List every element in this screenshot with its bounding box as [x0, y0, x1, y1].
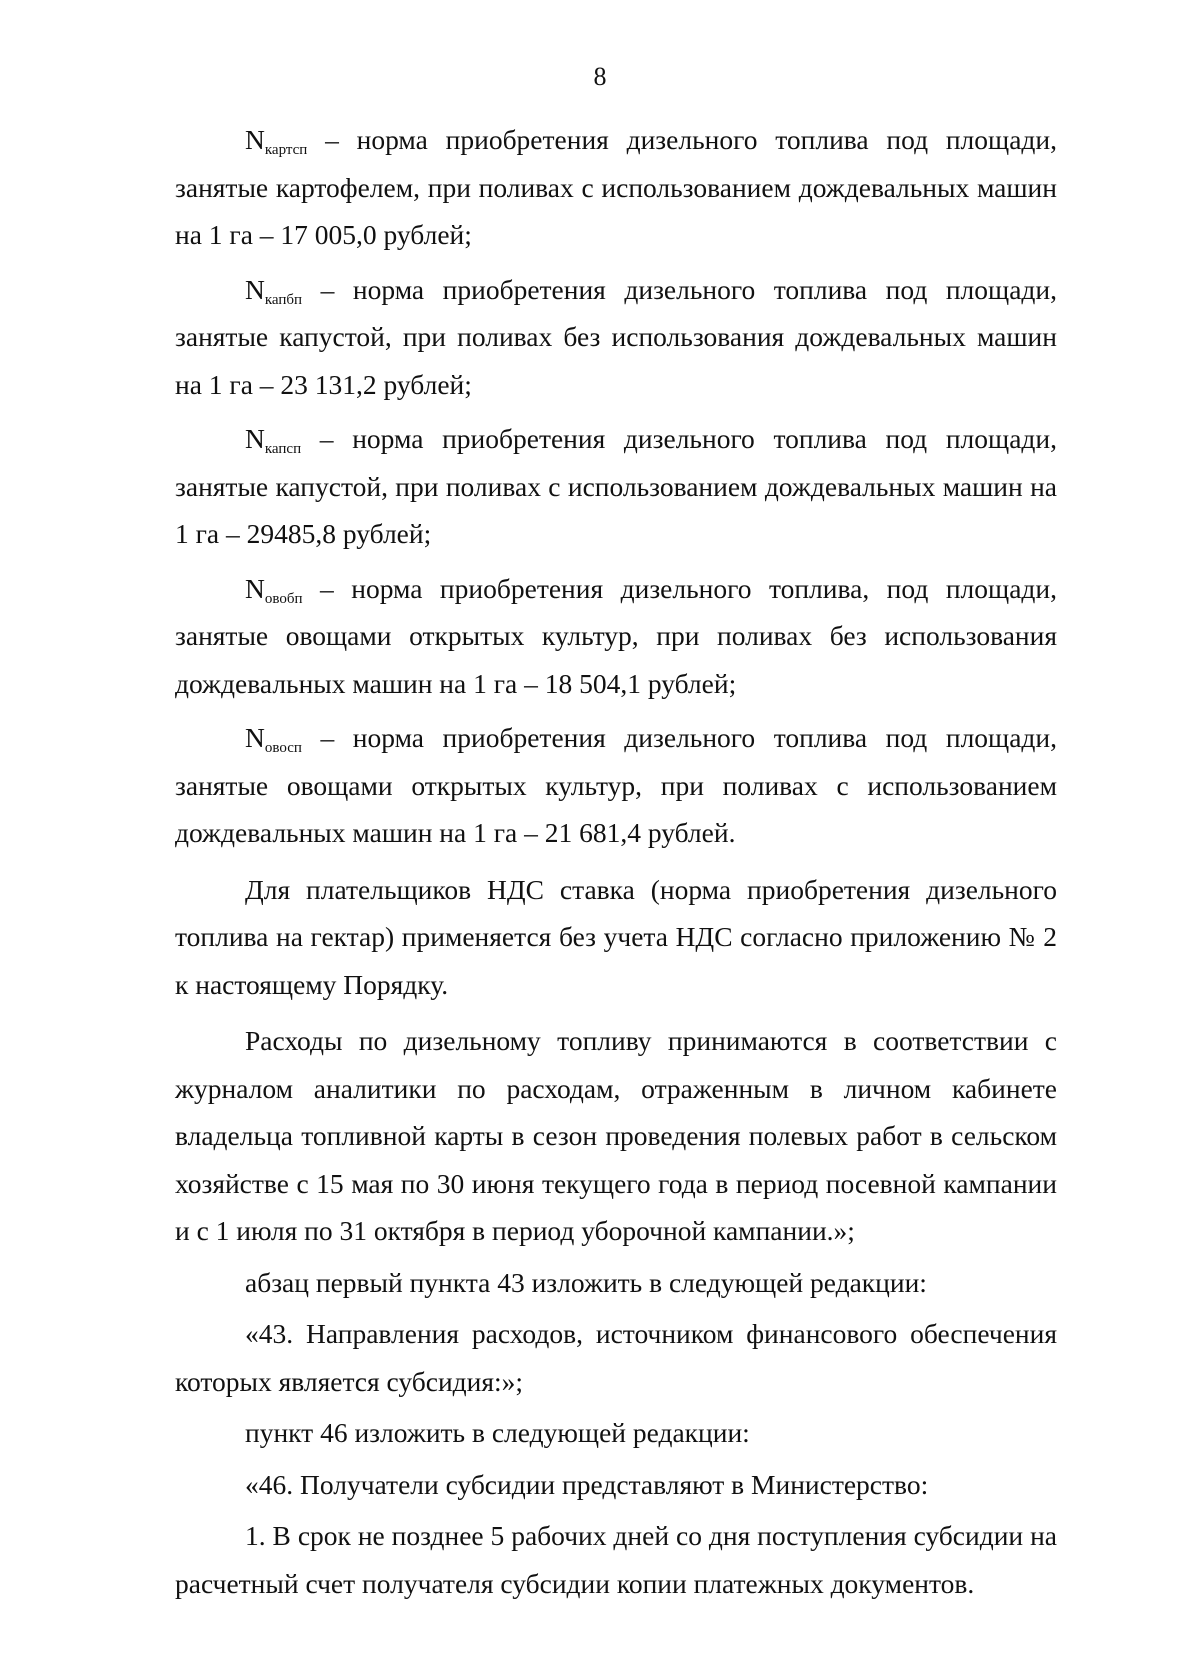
definition-kapsp — [175, 415, 1057, 558]
definition-text: – норма приобретения дизельного топлива под площади, занятые капустой, при поливах без использования дождевальных машин на 1 га – 23 131,2 рублей; — [175, 273, 1057, 400]
norm-symbol: $N_{капбп}$ — [245, 273, 303, 308]
item-46-paragraph: «46. Получатели субсидии представляют в Министерство: — [245, 1468, 929, 1500]
norm-subscript: овосп — [264, 740, 302, 756]
item-43-paragraph: «43. Направления расходов, источником финансового обеспечения которых является субсидия:»; — [175, 1318, 1057, 1397]
vat-note-paragraph: Для плательщиков НДС ставка (норма приобретения дизельного топлива на гектар) применяется без учета НДС согласно приложению № 2 к настоящему Порядку. — [175, 873, 1057, 1000]
norm-subscript: овобп — [264, 590, 303, 607]
item-46-1-paragraph: 1. В срок не позднее 5 рабочих дней со дня поступления субсидии на расчетный счет получателя субсидии копии платежных документов. — [175, 1520, 1057, 1599]
page-number: 8 — [593, 62, 607, 91]
amend-43-intro: абзац первый пункта 43 изложить в следующей редакции: — [245, 1266, 927, 1298]
norm-symbol: $N_{капсп}$ — [245, 423, 302, 457]
definition-text: – норма приобретения дизельного топлива, под площади, занятые овощами открытых культур, при поливах без использования дождевальных машин на 1 га – 18 504,1 рублей; — [175, 572, 1057, 699]
definition-kapbp — [175, 266, 1057, 409]
norm-symbol: $N_{картсп}$ — [245, 124, 308, 158]
norm-symbol: $N_{овобп}$ — [245, 572, 303, 607]
definition-ovobp — [175, 565, 1057, 708]
norm-subscript: капбп — [264, 291, 303, 308]
norm-subscript: капсп — [264, 441, 302, 457]
definition-text: – норма приобретения дизельного топлива под площади, занятые овощами открытых культур, при поливах с использованием дождевальных машин на 1 га – 21 681,4 рублей. — [175, 722, 1058, 848]
norm-symbol: $N_{овосп}$ — [245, 722, 302, 756]
fuel-expenses-paragraph: Расходы по дизельному топливу принимаются в соответствии с журналом аналитики по расходам, отраженным в личном кабинете владельца топливной карты в сезон проведения полевых работ в сельском хозяйстве с 15 мая по 30 июня текущего года в период посевной кампании и с 1 июля по 31 октября в период уборочной кампании.»; — [175, 1025, 1057, 1246]
definition-ovosp — [175, 714, 1057, 857]
definition-text: – норма приобретения дизельного топлива под площади, занятые капустой, при поливах с использованием дождевальных машин на 1 га – 29485,8 рублей; — [175, 423, 1057, 549]
amend-46-intro: пункт 46 изложить в следующей редакции: — [245, 1417, 750, 1448]
definition-text: – норма приобретения дизельного топлива под площади, занятые картофелем, при поливах с использованием дождевальных машин на 1 га – 17 005,0 рублей; — [175, 124, 1057, 250]
document-body — [175, 116, 1057, 1607]
norm-subscript: картсп — [264, 142, 308, 158]
definition-kartsp — [175, 116, 1057, 259]
